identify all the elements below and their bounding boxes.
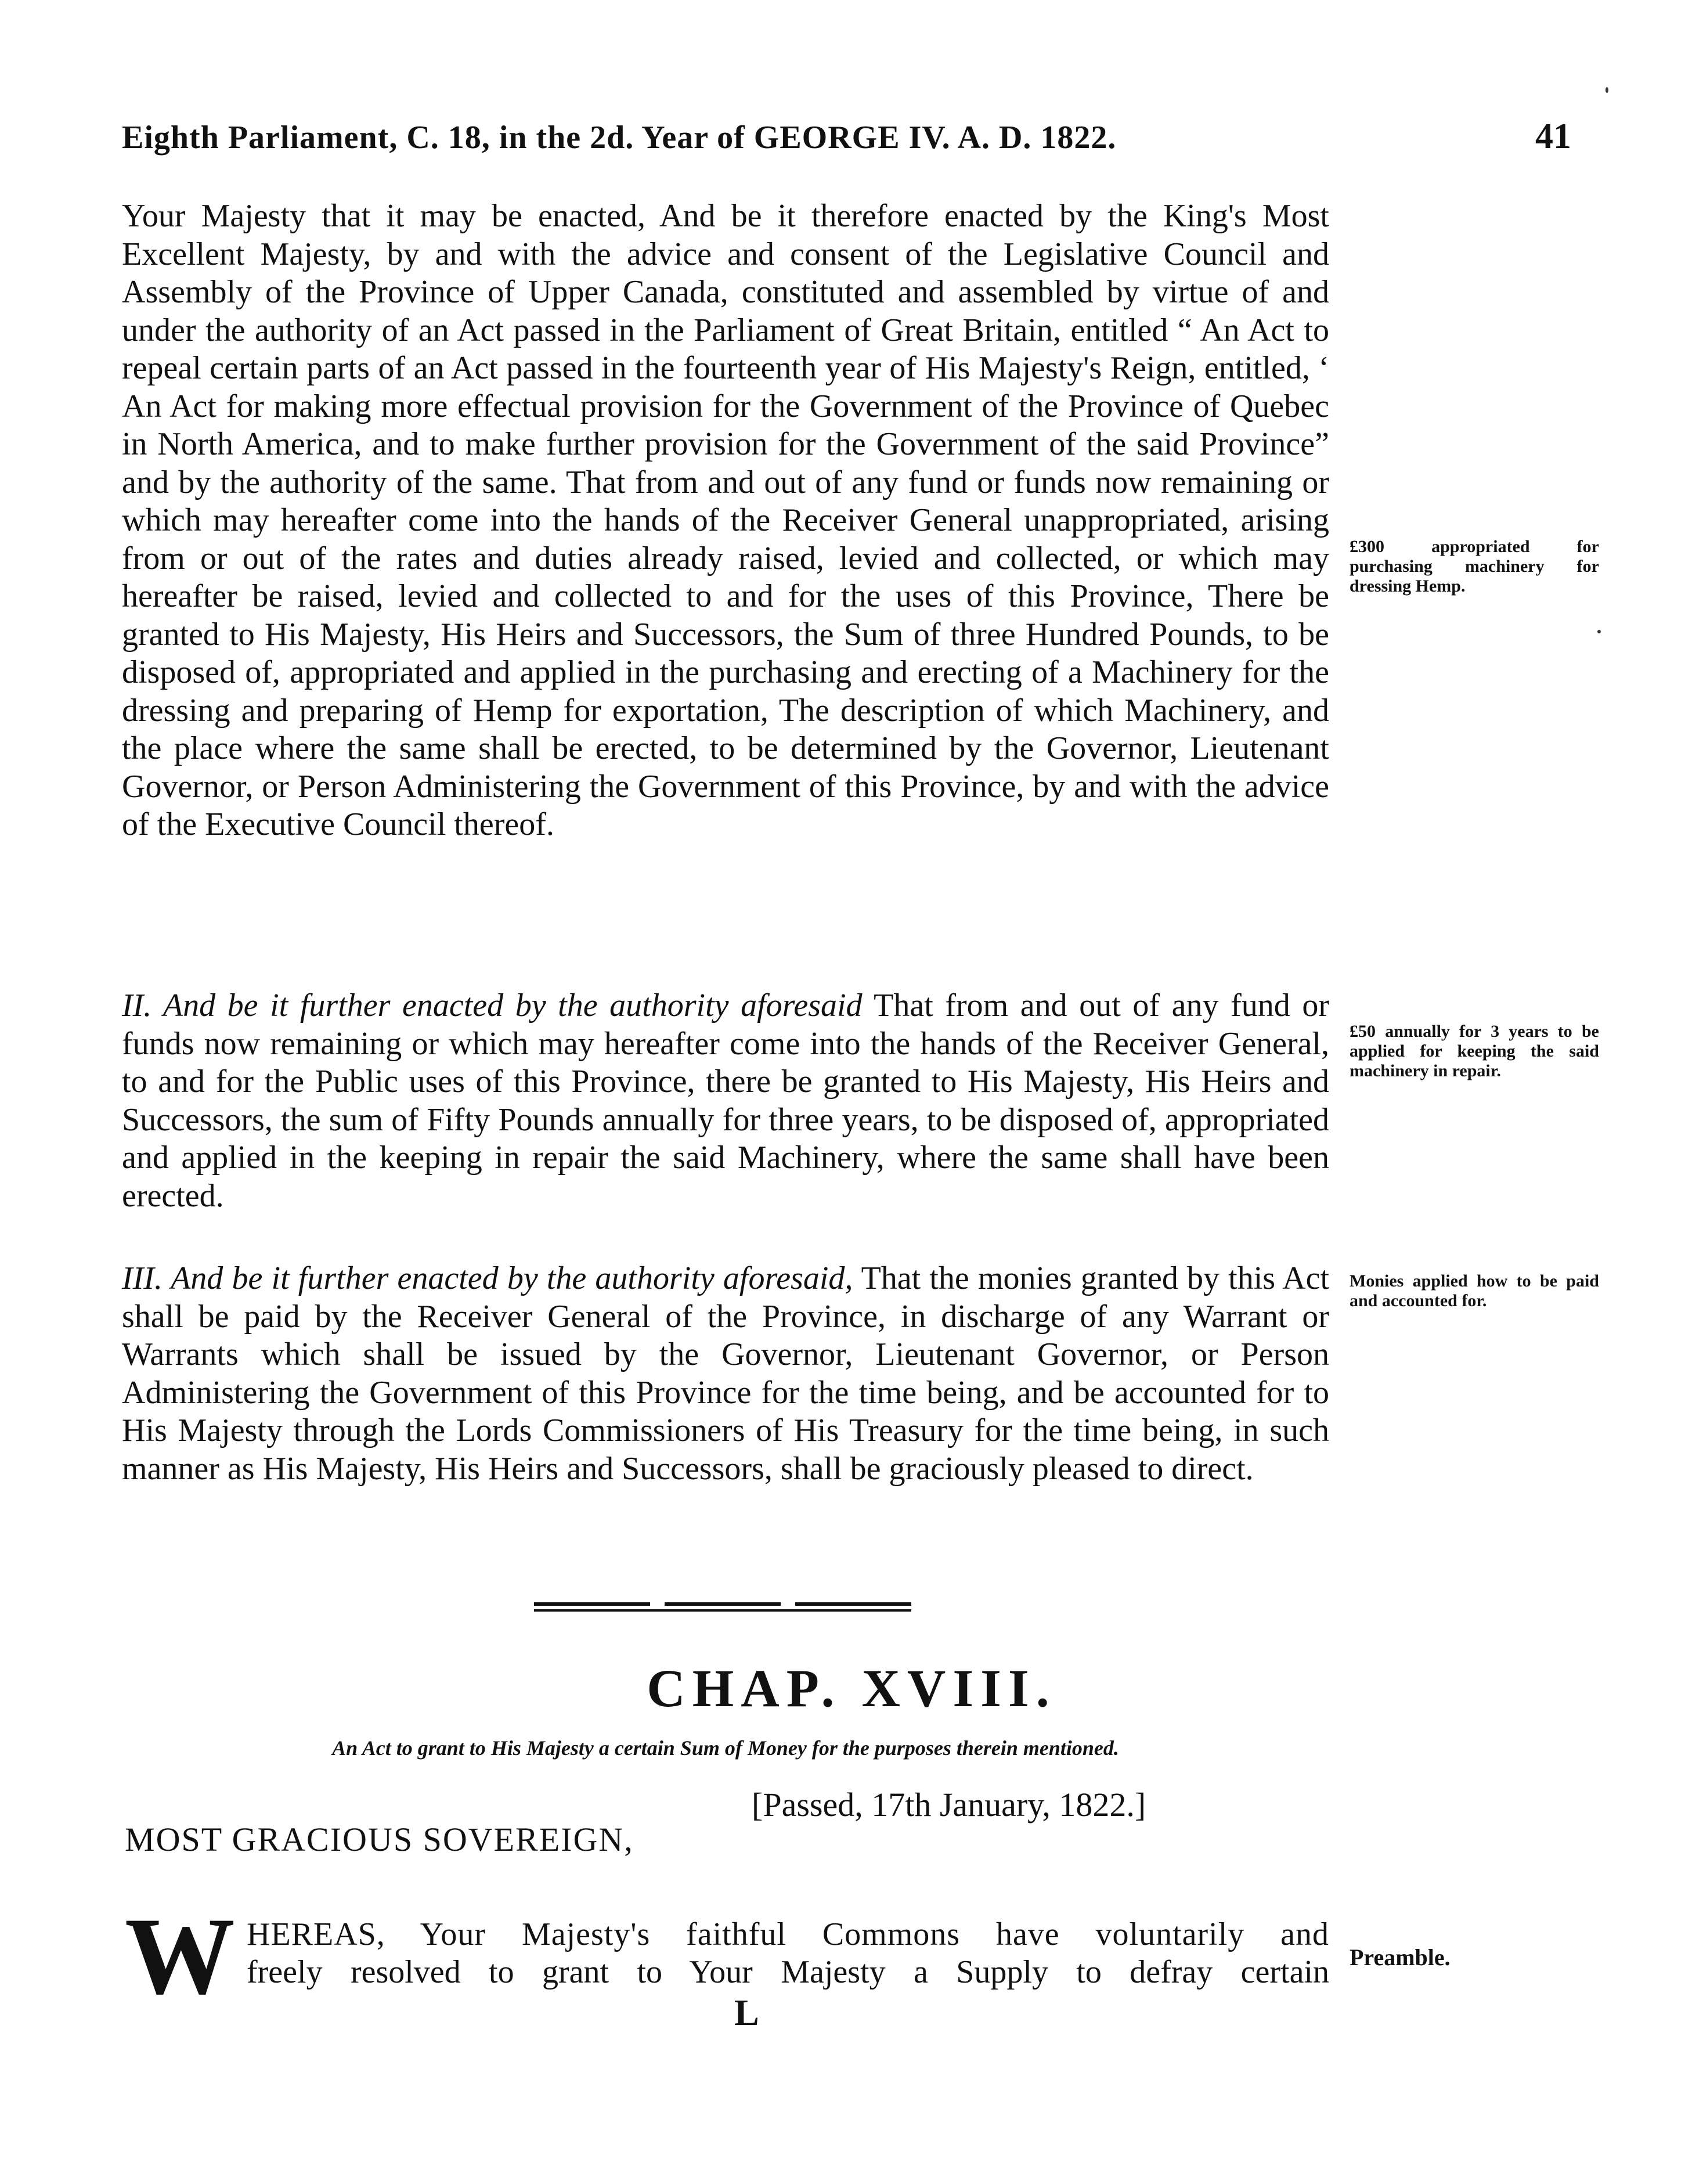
chapter-title: CHAP. XVIII.	[647, 1659, 1056, 1718]
section-2-lead: II. And be it further enacted by the authority aforesaid	[122, 988, 863, 1023]
ornamental-rule	[534, 1602, 911, 1615]
margin-note-3: Monies applied how to be paid and accounted for.	[1350, 1271, 1599, 1310]
salutation: MOST GRACIOUS SOVEREIGN,	[125, 1821, 634, 1858]
section-2-text: That from and out of any fund or funds now remaining or which may hereafter come into the hands of the Receiver General, to and for the Public uses of this Province, there be granted to His Majesty, His Heirs and Successors, the sum of Fifty Pounds annually for three years, to be disposed of, appropriated and applied in the keeping in repair the said Machinery, where the same shall have been erected.	[122, 988, 1329, 1214]
preamble-line-1: HEREAS, Your Majesty's faithful Commons have voluntarily and	[247, 1916, 1329, 1952]
margin-note-preamble: Preamble.	[1350, 1944, 1451, 1970]
running-header: Eighth Parliament, C. 18, in the 2d. Year of GEORGE IV. A. D. 1822.	[122, 120, 1117, 156]
preamble-line-2: freely resolved to grant to Your Majesty a Supply to defray certain	[247, 1954, 1329, 1990]
body-paragraph-3	[122, 1260, 1329, 1488]
drop-cap: W	[125, 1895, 235, 2017]
chapter-subtitle: An Act to grant to His Majesty a certain Sum of Money for the purposes therein mentioned.	[332, 1736, 1119, 1760]
section-3-lead: III. And be it further enacted by the authority aforesaid,	[122, 1260, 853, 1296]
body-paragraph-1: Your Majesty that it may be enacted, And be it therefore enacted by the King's Most Excellent Majesty, by and with the advice and consent of the Legislative Council and Assembly of the Province of Upper Canada, constituted and assembled by virtue of and under the authority of an Act passed in the Parliament of Great Britain, entitled “ An Act to repeal certain parts of an Act passed in the fourteenth year of His Majesty's Reign, entitled, ‘ An Act for making more effectual provision for the Government of the Province of Quebec in North America, and to make further provision for the Government of the said Province” and by the authority of the same. That from and out of any fund or funds now remaining or which may hereafter come into the hands of the Receiver General unappropriated, arising from or out of the rates and duties already raised, levied and collected, or which may hereafter be raised, levied and collected to and for the uses of this Province, There be granted to His Majesty, His Heirs and Successors, the Sum of three Hundred Pounds, to be disposed of, appropriated and applied in the purchasing and erecting of a Machinery for the dressing and preparing of Hemp for exportation, The description of which Machinery, and the place where the same shall be erected, to be determined by the Governor, Lieutenant Governor, or Person Administering the Government of this Province, by and with the advice of the Executive Council thereof.	[122, 198, 1329, 842]
print-speck	[1605, 87, 1608, 93]
margin-note-2: £50 annually for 3 years to be applied for keeping the said machinery in repair.	[1350, 1022, 1599, 1080]
signature-mark: L	[734, 1992, 759, 2033]
section-3-text: That the monies granted by this Act shall be paid by the Receiver General of the Province, in discharge of any Warrant or Warrants which shall be issued by the Governor, Lieutenant Governor, or Person Administering the Government of this Province for the time being, and be accounted for to His Majesty through the Lords Commissioners of His Treasury for the time being, in such manner as His Majesty, His Heirs and Successors, shall be graciously pleased to direct.	[122, 1260, 1330, 1487]
body-paragraph-2	[122, 987, 1329, 1215]
print-speck	[1597, 630, 1601, 633]
page-number: 41	[1535, 117, 1571, 156]
margin-note-1: £300 appropriated for purchasing machinery for dressing Hemp.	[1350, 537, 1599, 596]
passed-date: [Passed, 17th January, 1822.]	[752, 1786, 1146, 1823]
